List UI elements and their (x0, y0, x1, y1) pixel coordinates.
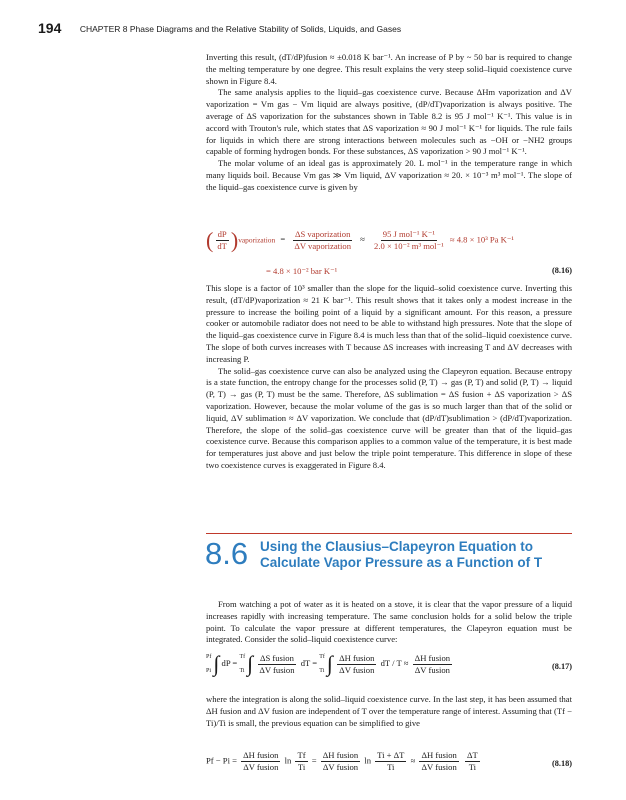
paragraph-4: This slope is a factor of 10³ smaller than the slope for the liquid–solid coexistence curve. Inverting this result, (dT/dP)vaporization ≈ 21 K bar⁻¹. This result shows that it takes only a modest increase in the pressure to increase the boiling point of a liquid by a significant amount. For this reason, a pressure cooker or automobile radiator does not need to be able to withstand high pressures. Note that the slope of the liquid–gas coexistence curve in Figure 8.4 is much less than that of the solid–liquid coexistence curve. The slope of both curves increases with T because ΔS increases with increasing T and ΔV decreases with increasing P. (206, 283, 572, 364)
equation-number-8-18: (8.18) (551, 759, 572, 768)
paragraph-5: The solid–gas coexistence curve can also be analyzed using the Clapeyron equation. Because entropy is a state function, the entropy change for the processes solid (P, T) → gas (P, T) and solid (P, T) → liquid (P, T) → gas (P, T) must be the same. Therefore, ΔS sublimation = ΔS fusion + ΔS vaporization > ΔS vaporization. However, because the molar volume of the gas is so much larger than that of the solid or liquid, ΔV sublimation ≈ ΔV vaporization. We conclude that (dP/dT)sublimation > (dP/dT)vaporization. Therefore, the slope of the solid–gas coexistence curve will be greater than that of the liquid–gas coexistence curve. Because this comparison applies to a common value of the temperature, it is best made for temperatures just above and just below the triple point temperature. This difference in slope of these two coexistence curves is exaggerated in Figure 8.4. (206, 365, 572, 470)
bottom-text-2 (206, 694, 572, 729)
equation-8-16-line2 (206, 266, 572, 278)
equation-number-8-17: (8.17) (551, 662, 572, 671)
lhs-fraction: $\frac{dP}{dT}$ (217, 229, 227, 251)
section-title: Using the Clausius–Clapeyron Equation to Calculate Vapor Pressure as a Function of T (260, 539, 543, 570)
section-number: 8.6 (205, 536, 249, 571)
entropy-volume-fraction: $\frac{\text{ΔS vaporization}}{\text{ΔV vaporization}}$ (294, 229, 352, 251)
paragraph-2: The same analysis applies to the liquid–gas coexistence curve. Because ΔHm vaporization and ΔV vaporization = Vm gas − Vm liquid are always positive, (dP/dT)vaporization is always positive. The average of ΔS vaporization for the substances shown in Table 8.2 is 95 J mol⁻¹ K⁻¹. This value is in accord with Trouton's rule, which states that ΔS vaporization ≈ 90 J mol⁻¹ K⁻¹ for liquids. The rule fails for liquids in which there are strong interactions between molecules such as −OH or −NH2 groups capable of forming hydrogen bonds. For these substances, ΔS vaporization > 90 J mol⁻¹ K⁻¹. (206, 87, 572, 157)
middle-text (206, 283, 572, 472)
equation-8-17: Pf Pi ∫ dP = Tf Ti ∫ $\frac{\text{ΔS fusion}}{\text{ΔV fusion}}$ dT = Tf Ti ∫ $\frac{\text{ΔH fusion}}{\text{ΔV fusion}}$ dT / T ≈ $\frac{\text{ΔH fusion}}{\text{ΔV fusion}}$ (8.17) (206, 651, 572, 676)
page-header (38, 20, 598, 42)
equation-8-18: Pf − Pi = $\frac{\text{ΔH fusion}}{\text{ΔV fusion}}$ ln $\frac{Tf}{Ti}$ = $\frac{\text{ΔH fusion}}{\text{ΔV fusion}}$ ln $\frac{Ti + \Delta T}{Ti}$ ≈ $\frac{\text{ΔH fusion}}{\text{ΔV fusion}}$ $\frac{\Delta T}{Ti}$ (8.18) (206, 750, 572, 772)
equation-8-16: ( $\frac{dP}{dT}$ )vaporization = $\frac{\text{ΔS vaporization}}{\text{ΔV vaporization}}$ ≈ $\frac{\text{95 J mol⁻¹ K⁻¹}}{\text{2.0 × 10⁻² m³ mol⁻¹}}$ ≈ 4.8 × 10³ Pa K⁻¹ (206, 227, 514, 253)
integral-sign: ∫ (247, 651, 254, 676)
integral-sign: ∫ (326, 651, 333, 676)
left-paren: ( (206, 227, 214, 253)
right-paren: ) (230, 227, 239, 253)
result-bar: = 4.8 × 10⁻² bar K⁻¹ (266, 266, 338, 276)
bottom-text-1 (206, 599, 572, 646)
numeric-fraction: $\frac{\text{95 J mol⁻¹ K⁻¹}}{\text{2.0 × 10⁻² m³ mol⁻¹}}$ (374, 229, 444, 251)
paragraph-3: The molar volume of an ideal gas is approximately 20. L mol⁻¹ in the temperature range in which many liquids boil. Because Vm gas ≫ Vm liquid, ΔV vaporization ≈ 20. × 10⁻³ m³ mol⁻¹. The slope of the liquid–gas coexistence curve is given by (206, 158, 572, 192)
integral-sign: ∫ (213, 651, 220, 676)
paragraph-6: From watching a pot of water as it is heated on a stove, it is clear that the vapor pressure of a liquid increases rapidly with increasing temperature. The same conclusion holds for a solid below the triple point. To calculate the vapor pressure at different temperatures, the Clapeyron equation must be integrated. Consider the solid–liquid coexistence curve: (206, 599, 572, 645)
running-title: CHAPTER 8 Phase Diagrams and the Relative Stability of Solids, Liquids, and Gases (79, 24, 402, 34)
top-text (206, 52, 572, 194)
result-pa: ≈ 4.8 × 10³ Pa K⁻¹ (449, 234, 514, 245)
lhs-subscript: vaporization (238, 235, 276, 245)
page-number: 194 (38, 20, 62, 36)
paragraph-7: where the integration is along the solid–liquid coexistence curve. In the last step, it has been assumed that ΔH fusion and ΔV fusion are independent of T over the temperature range of interest. Assuming that (Tf − Ti)/Ti is small, the previous equation can be simplified to give (206, 694, 572, 728)
section-rule (206, 533, 572, 534)
paragraph-1: Inverting this result, (dT/dP)fusion ≈ ±0.018 K bar⁻¹. An increase of P by ~ 50 bar is required to change the melting temperature by one degree. This result explains the very steep solid–liquid coexistence curve shown in Figure 8.4. (206, 52, 572, 86)
equation-number-8-16: (8.16) (551, 266, 572, 275)
